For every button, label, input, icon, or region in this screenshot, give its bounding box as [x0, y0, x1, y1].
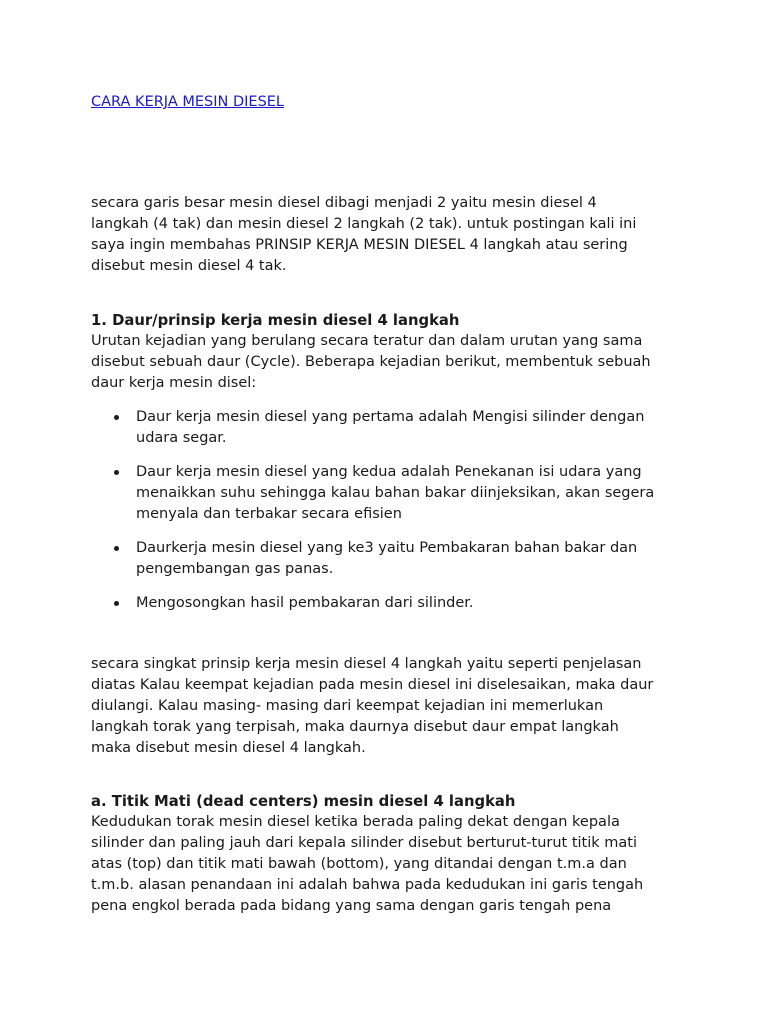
bullet-line: menaikkan suhu sehingga kalau bahan bakar diinjeksikan, akan segera: [136, 485, 655, 501]
list-item: [91, 407, 691, 449]
list-item: [91, 538, 691, 580]
section-1: [91, 310, 691, 394]
section-a-line: t.m.b. alasan penandaan ini adalah bahwa pada kedudukan ini garis tengah: [91, 877, 644, 893]
intro-line: disebut mesin diesel 4 tak.: [91, 258, 287, 274]
section-a-line: pena engkol berada pada bidang yang sama dengan garis tengah pena: [91, 898, 612, 914]
bullet-line: udara segar.: [136, 430, 227, 446]
bullet-line: Daurkerja mesin diesel yang ke3 yaitu Pembakaran bahan bakar dan: [136, 540, 638, 556]
bullet-dot-icon: [114, 415, 119, 420]
document-title-link[interactable]: CARA KERJA MESIN DIESEL: [91, 94, 285, 110]
summary-line: diatas Kalau keempat kejadian pada mesin diesel ini diselesaikan, maka daur: [91, 677, 654, 693]
bullet-dot-icon: [114, 601, 119, 606]
section-a-line: silinder dan paling jauh dari kepala silinder disebut berturut-turut titik mati: [91, 835, 638, 851]
section-a-line: atas (top) dan titik mati bawah (bottom), yang ditandai dengan t.m.a dan: [91, 856, 627, 872]
intro-paragraph: [91, 193, 691, 277]
list-item: [91, 593, 691, 614]
bullet-line: Daur kerja mesin diesel yang kedua adalah Penekanan isi udara yang: [136, 464, 642, 480]
section-a-line: Kedudukan torak mesin diesel ketika berada paling dekat dengan kepala: [91, 814, 620, 830]
summary-line: langkah torak yang terpisah, maka daurnya disebut daur empat langkah: [91, 719, 619, 735]
intro-line: langkah (4 tak) dan mesin diesel 2 langkah (2 tak). untuk postingan kali ini: [91, 216, 637, 232]
summary-line: secara singkat prinsip kerja mesin diesel 4 langkah yaitu seperti penjelasan: [91, 656, 642, 672]
intro-line: saya ingin membahas PRINSIP KERJA MESIN DIESEL 4 langkah atau sering: [91, 237, 628, 253]
bullet-line: Daur kerja mesin diesel yang pertama adalah Mengisi silinder dengan: [136, 409, 645, 425]
bullet-line: menyala dan terbakar secara efisien: [136, 506, 402, 522]
list-item: [91, 462, 691, 525]
summary-line: diulangi. Kalau masing- masing dari keempat kejadian ini memerlukan: [91, 698, 604, 714]
bullet-dot-icon: [114, 470, 119, 475]
section-a: [91, 791, 691, 917]
section-1-line: disebut sebuah daur (Cycle). Beberapa kejadian berikut, membentuk sebuah: [91, 354, 651, 370]
section-1-line: daur kerja mesin disel:: [91, 375, 257, 391]
bullet-line: Mengosongkan hasil pembakaran dari silinder.: [136, 595, 474, 611]
bullet-dot-icon: [114, 546, 119, 551]
section-1-line: Urutan kejadian yang berulang secara teratur dan dalam urutan yang sama: [91, 333, 643, 349]
cycle-bullet-list: [91, 407, 691, 627]
bullet-line: pengembangan gas panas.: [136, 561, 334, 577]
section-a-heading: a. Titik Mati (dead centers) mesin diesel 4 langkah: [91, 793, 516, 810]
summary-paragraph: [91, 654, 691, 759]
section-1-heading: 1. Daur/prinsip kerja mesin diesel 4 langkah: [91, 312, 460, 329]
summary-line: maka disebut mesin diesel 4 langkah.: [91, 740, 366, 756]
intro-line: secara garis besar mesin diesel dibagi menjadi 2 yaitu mesin diesel 4: [91, 195, 597, 211]
